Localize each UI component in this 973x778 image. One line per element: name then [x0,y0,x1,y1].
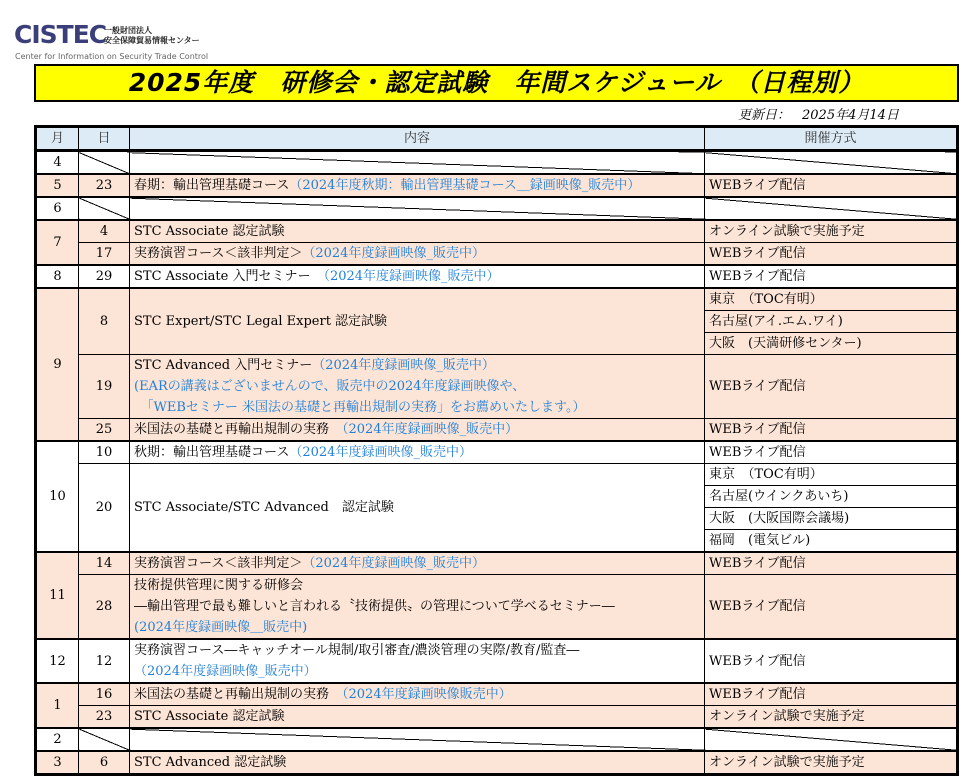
sales-link[interactable]: （2024年度秋期：輸出管理基礎コース＿録画映像_販売中） [289,178,641,193]
content-cell [130,355,705,419]
table-row-empty [36,197,958,220]
content-text: ―輸出管理で最も難しいと言われる〝技術提供〟の管理について学べるセミナー― [134,599,615,614]
venue-cell: WEBライブ配信 [705,639,958,683]
table-row-empty [36,151,958,175]
content-cell [130,552,705,575]
content-cell [130,441,705,464]
month-cell: 9 [36,288,79,441]
content-text: 実務演習コース＜該非判定＞ [134,556,303,571]
content-text: STC Advanced 入門セミナー [134,358,313,373]
table-row [36,751,958,775]
month-cell: 6 [36,197,79,220]
content-text: STC Expert/STC Legal Expert 認定試験 [134,314,388,329]
header-month: 月 [36,127,79,151]
content-cell [130,464,705,553]
table-header [36,127,958,151]
logo-jp-line2: 安全保障貿易情報センター [104,36,200,45]
content-line [134,596,700,617]
table-row-empty [36,728,958,751]
content-text: 米国法の基礎と再輸出規制の実務 [134,687,343,702]
venue-cell: 大阪 (天満研修センター) [705,333,958,355]
venue-cell [705,728,958,751]
content-cell [130,151,705,175]
day-cell: 20 [79,464,130,553]
day-cell: 17 [79,243,130,266]
venue-cell: 東京 （TOC有明） [705,288,958,311]
table-row [36,464,958,486]
content-cell [130,728,705,751]
month-cell: 7 [36,220,79,265]
venue-cell: 名古屋(ウインクあいち) [705,486,958,508]
venue-cell: WEBライブ配信 [705,441,958,464]
page-title: 2025年度 研修会・認定試験 年間スケジュール （日程別） [34,64,959,102]
content-line [134,752,700,773]
sales-link[interactable]: （2024年度録画映像_販売中） [289,445,472,460]
content-text: 米国法の基礎と再輸出規制の実務 [134,422,343,437]
day-cell: 6 [79,751,130,775]
day-cell: 28 [79,575,130,640]
schedule-body [36,151,958,775]
day-cell [79,197,130,220]
content-cell [130,683,705,706]
sales-link[interactable]: （2024年度録画映像_販売中） [302,556,485,571]
day-cell: 23 [79,174,130,197]
venue-cell: 福岡 (電気ビル) [705,530,958,553]
content-line [134,661,700,682]
day-cell: 12 [79,639,130,683]
updated-label: 更新日： [738,108,791,123]
content-cell [130,706,705,729]
table-row [36,243,958,266]
venue-cell: WEBライブ配信 [705,174,958,197]
content-text: 秋期：輸出管理基礎コース [134,445,290,460]
day-cell: 19 [79,355,130,419]
content-cell [130,243,705,266]
content-text: 実務演習コース＜該非判定＞ [134,246,303,261]
venue-cell: WEBライブ配信 [705,419,958,442]
day-cell: 8 [79,288,130,355]
month-cell: 12 [36,639,79,683]
venue-cell: オンライン試験で実施予定 [705,706,958,729]
content-cell [130,174,705,197]
content-line [134,175,700,196]
month-cell: 1 [36,683,79,728]
content-cell [130,575,705,640]
content-line [134,706,700,727]
content-line [134,243,700,264]
content-line [134,684,700,705]
sales-link[interactable]: 「WEBセミナー 米国法の基礎と再輸出規制の実務」をお薦めいたします。） [134,400,586,415]
content-cell [130,220,705,243]
content-cell [130,751,705,775]
content-line [134,442,700,463]
venue-cell: WEBライブ配信 [705,575,958,640]
content-line [134,355,700,376]
content-line [134,419,700,440]
venue-cell [705,197,958,220]
day-cell: 4 [79,220,130,243]
month-cell: 4 [36,151,79,175]
sales-link[interactable]: （2024年度録画映像_販売中） [323,269,500,284]
content-text: STC Associate/STC Advanced 認定試験 [134,500,394,515]
month-cell: 5 [36,174,79,197]
content-line [134,376,700,397]
content-line [134,221,700,242]
content-text: STC Associate 認定試験 [134,709,285,724]
logo-jp-line1: 一般財団法人 [104,26,152,35]
day-cell [79,728,130,751]
content-line [134,311,700,332]
content-cell [130,265,705,288]
sales-link[interactable]: （2024年度録画映像販売中） [342,687,512,702]
table-row [36,552,958,575]
content-line [134,617,700,638]
table-row [36,288,958,311]
venue-cell: WEBライブ配信 [705,265,958,288]
content-line [134,575,700,596]
table-row [36,355,958,419]
day-cell: 29 [79,265,130,288]
table-row [36,265,958,288]
logo-wordmark: CISTEC [14,20,107,49]
content-cell [130,419,705,442]
header-day: 日 [79,127,130,151]
venue-cell: オンライン試験で実施予定 [705,220,958,243]
content-text: 春期：輸出管理基礎コース [134,178,290,193]
content-text: 技術提供管理に関する研修会 [134,578,304,593]
content-line [134,640,700,661]
schedule-table [34,125,959,776]
content-text: STC Associate 認定試験 [134,224,285,239]
day-cell: 16 [79,683,130,706]
content-cell [130,639,705,683]
table-row [36,419,958,442]
venue-cell: 大阪 (大阪国際会議場) [705,508,958,530]
venue-cell [705,151,958,175]
table-row [36,575,958,640]
sales-link[interactable]: (EARの講義はございませんので、販売中の2024年度録画映像や、 [134,379,526,394]
updated-date [738,104,899,123]
venue-cell: WEBライブ配信 [705,683,958,706]
table-row [36,174,958,197]
content-text: STC Advanced 認定試験 [134,755,287,770]
content-line [134,553,700,574]
day-cell [79,151,130,175]
table-row [36,220,958,243]
day-cell: 25 [79,419,130,442]
sales-link[interactable]: (2024年度録画映像＿販売中) [134,620,308,635]
venue-cell: 東京 （TOC有明） [705,464,958,486]
month-cell: 10 [36,441,79,552]
header-content: 内容 [130,127,705,151]
sales-link[interactable]: （2024年度録画映像_販売中） [302,246,485,261]
cistec-logo [14,20,214,64]
updated-value: 2025年4月14日 [802,108,899,123]
day-cell: 10 [79,441,130,464]
table-row [36,639,958,683]
content-text: 実務演習コース―キャッチオール規制/取引審査/濃淡管理の実際/教育/監査― [134,643,580,658]
venue-cell: WEBライブ配信 [705,243,958,266]
sales-link[interactable]: （2024年度録画映像_販売中） [342,422,519,437]
day-cell: 23 [79,706,130,729]
table-row [36,441,958,464]
sales-link[interactable]: （2024年度録画映像_販売中） [134,664,317,679]
logo-english-name: Center for Information on Security Trade Control [15,52,209,61]
content-line [134,266,700,287]
content-line [134,497,700,518]
month-cell: 2 [36,728,79,751]
venue-cell: WEBライブ配信 [705,355,958,419]
month-cell: 8 [36,265,79,288]
sales-link[interactable]: （2024年度録画映像_販売中） [312,358,495,373]
logo-japanese-name [104,26,200,46]
table-row [36,706,958,729]
content-cell [130,288,705,355]
month-cell: 3 [36,751,79,775]
content-line [134,397,700,418]
content-text: STC Associate 入門セミナー [134,269,324,284]
day-cell: 14 [79,552,130,575]
venue-cell: オンライン試験で実施予定 [705,751,958,775]
table-row [36,683,958,706]
venue-cell: WEBライブ配信 [705,552,958,575]
month-cell: 11 [36,552,79,639]
content-cell [130,197,705,220]
header-venue: 開催方式 [705,127,958,151]
venue-cell: 名古屋(アイ.エム.ワイ) [705,311,958,333]
